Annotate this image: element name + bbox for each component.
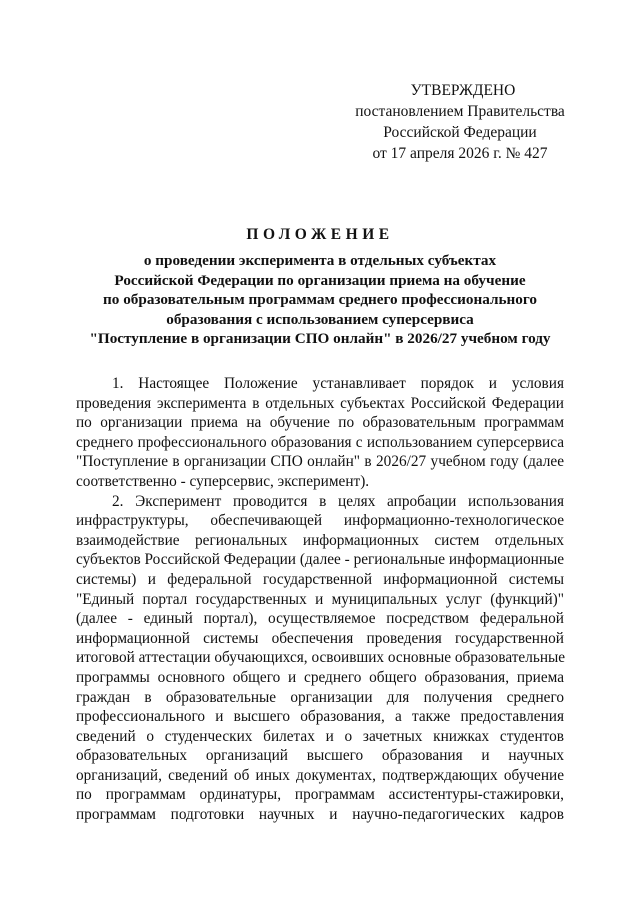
document-subtitle <box>60 251 580 349</box>
text-line: сведений о студенческих билетах и о зачетных книжках студентов <box>76 727 564 745</box>
approval-line: от 17 апреля 2026 г. № 427 <box>372 145 548 162</box>
text-line: соответственно - суперсервис, эксперимент). <box>76 472 370 490</box>
subtitle-line: "Поступление в организации СПО онлайн" в 2026/27 учебном году <box>89 330 551 347</box>
text-line: организаций, сведений об иных документах, подтверждающих обучение <box>76 766 564 784</box>
subtitle-line: образования с использованием суперсервиса <box>166 310 474 328</box>
text-line: инфраструктуры, обеспечивающей информационно-технологическое <box>76 512 564 530</box>
document-title: ПОЛОЖЕНИЕ <box>246 226 394 243</box>
text-line: профессионального и высшего образования, а также предоставления <box>76 708 564 726</box>
paragraph-1 <box>76 374 564 492</box>
text-line: "Единый портал государственных и муниципальных услуг (функций)" <box>76 590 564 608</box>
approval-stamp <box>340 80 580 164</box>
approval-line: Российской Федерации <box>383 124 537 141</box>
text-line: (далее - единый портал), осуществляемое посредством федеральной <box>76 610 564 628</box>
text-line: системы) и федеральной государственной информационной системы <box>76 570 564 588</box>
text-line: программам подготовки научных и научно-педагогических кадров <box>76 806 564 824</box>
subtitle-line: по образовательным программам среднего профессионального <box>103 291 537 308</box>
text-line: проведения эксперимента в отдельных субъектах Российской Федерации <box>76 394 564 412</box>
text-line: по организации приема на обучение по образовательным программам <box>76 414 564 432</box>
text-line: 1. Настоящее Положение устанавливает порядок и условия <box>112 375 564 392</box>
approval-heading: УТВЕРЖДЕНО <box>410 82 516 99</box>
text-line: информационной системы обеспечения проведения государственной <box>76 629 564 647</box>
text-line: программы основного общего и среднего общего образования, приема <box>76 668 564 686</box>
text-line: "Поступление в организации СПО онлайн" в 2026/27 учебном году (далее <box>76 453 564 471</box>
text-line: субъектов Российской Федерации (далее - региональные информационные <box>76 551 565 569</box>
text-line: по программам ординатуры, программам ассистентуры-стажировки, <box>76 786 564 804</box>
text-line: образовательных организаций высшего образования и научных <box>76 747 564 765</box>
text-line: среднего профессионального образования с использованием суперсервиса <box>76 433 564 451</box>
text-line: 2. Эксперимент проводится в целях апробации использования <box>112 492 564 510</box>
text-line: итоговой аттестации обучающихся, освоивших основные образовательные <box>76 649 566 667</box>
text-line: граждан в образовательные организации для получения среднего <box>76 688 564 706</box>
text-line: взаимодействие региональных информационных систем отдельных <box>76 531 564 549</box>
subtitle-line: Российской Федерации по организации приема на обучение <box>114 271 526 289</box>
approval-line: постановлением Правительства <box>355 103 565 120</box>
subtitle-line: о проведении эксперимента в отдельных субъектах <box>143 252 497 269</box>
document-body <box>76 374 564 825</box>
paragraph-2 <box>76 492 564 825</box>
